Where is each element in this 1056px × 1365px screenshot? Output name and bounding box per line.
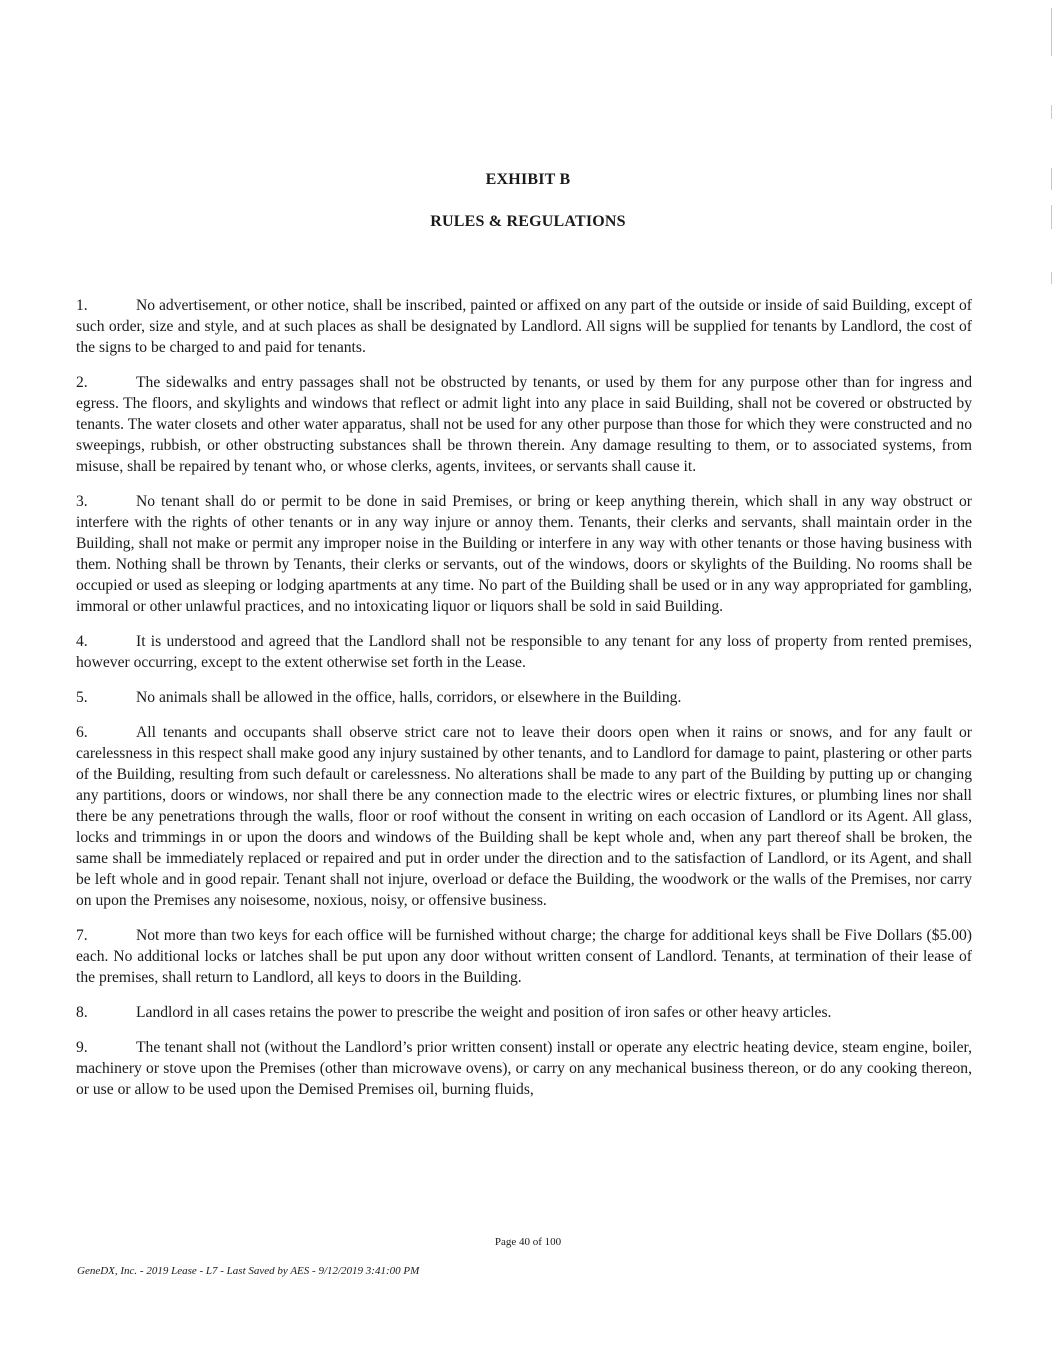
rule-text: The sidewalks and entry passages shall not be obstructed by tenants, or used by them for any purpose other than for ingress and egress. The floors, and skylights and windows that reflect or admit light into any place in said Building, shall not be covered or obstructed by tenants. The water closets and other water apparatus, shall not be used for any other purpose than those for which they were constructed and no sweepings, rubbish, or other obstructing substances shall be thrown therein. Any damage resulting to them, or to associated systems, from misuse, shall be repaired by tenant who, or whose clerks, agents, invitees, or servants shall cause it. <box>76 374 972 475</box>
rule-number: 6. <box>76 724 88 741</box>
document-footer: GeneDX, Inc. - 2019 Lease - L7 - Last Saved by AES - 9/12/2019 3:41:00 PM <box>77 1265 420 1277</box>
rule-text: Landlord in all cases retains the power to prescribe the weight and position of iron safes or other heavy articles. <box>136 1004 832 1021</box>
rule-text: All tenants and occupants shall observe strict care not to leave their doors open when it rains or snows, and for any fault or carelessness in this respect shall make good any injury sustained by other tenants, and to Landlord for damage to paint, plastering or other parts of the Building, resulting from such default or carelessness. No alterations shall be made to any part of the Building by putting up or changing any partitions, doors or windows, nor shall there be any connection made to the electric wires or electric fixtures, or plumbing lines nor shall there be any penetrations through the walls, floor or roof without the consent in writing on each occasion of Landlord or its Agent. All glass, locks and trimmings in or upon the doors and windows of the Building shall be kept whole and, when any part thereof shall be broken, the same shall be immediately replaced or repaired and put in order under the direction and to the satisfaction of Landlord, or its Agent, and shall be left whole and in good repair. Tenant shall not injure, overload or deface the Building, the woodwork or the walls of the Premises, nor carry on upon the Premises any noisesome, noxious, noisy, or offensive business. <box>76 724 972 909</box>
rule-paragraph <box>76 372 972 477</box>
rule-paragraph <box>76 1037 972 1100</box>
rule-text: It is understood and agreed that the Landlord shall not be responsible to any tenant for any loss of property from rented premises, however occurring, except to the extent otherwise set forth in the Lease. <box>76 633 972 671</box>
rule-text: Not more than two keys for each office will be furnished without charge; the charge for additional keys shall be Five Dollars ($5.00) each. No additional locks or latches shall be put upon any door without written consent of Landlord. Tenants, at termination of their lease of the premises, shall return to Landlord, all keys to doors in the Building. <box>76 927 972 986</box>
rule-number: 4. <box>76 633 88 650</box>
rule-paragraph <box>76 687 972 708</box>
rule-number: 8. <box>76 1004 88 1021</box>
scan-edge-marks <box>1046 0 1052 300</box>
rule-number: 7. <box>76 927 88 944</box>
exhibit-title: EXHIBIT B <box>485 171 571 188</box>
rule-number: 9. <box>76 1039 88 1056</box>
rule-number: 5. <box>76 689 88 706</box>
rule-text: The tenant shall not (without the Landlord’s prior written consent) install or operate any electric heating device, steam engine, boiler, machinery or stove upon the Premises (other than microwave ovens), or carry on any mechanical business thereon, or do any cooking thereon, or use or allow to be used upon the Demised Premises oil, burning fluids, <box>76 1039 972 1098</box>
page-number: Page 40 of 100 <box>494 1236 562 1248</box>
rule-number: 1. <box>76 297 88 314</box>
rule-paragraph <box>76 295 972 358</box>
rule-text: No animals shall be allowed in the office, halls, corridors, or elsewhere in the Building. <box>136 689 682 706</box>
rule-paragraph <box>76 925 972 988</box>
rule-text: No advertisement, or other notice, shall be inscribed, painted or affixed on any part of the outside or inside of said Building, except of such order, size and style, and at such places as shall be designated by Landlord. All signs will be supplied for tenants by Landlord, the cost of the signs to be charged to and paid for tenants. <box>76 297 972 356</box>
rules-body <box>76 295 972 1100</box>
rule-paragraph <box>76 491 972 617</box>
rule-number: 3. <box>76 493 88 510</box>
rule-paragraph <box>76 722 972 911</box>
rules-subtitle: RULES & REGULATIONS <box>430 213 626 230</box>
rule-number: 2. <box>76 374 88 391</box>
rule-paragraph <box>76 1002 972 1023</box>
rule-text: No tenant shall do or permit to be done in said Premises, or bring or keep anything therein, which shall in any way obstruct or interfere with the rights of other tenants or in any way injure or annoy them. Tenants, their clerks and servants, shall maintain order in the Building, shall not make or permit any improper noise in the Building or interfere in any way with other tenants or those having business with them. Nothing shall be thrown by Tenants, their clerks or servants, out of the windows, doors or skylights of the Building. No rooms shall be occupied or used as sleeping or lodging apartments at any time. No part of the Building shall be used or in any way appropriated for gambling, immoral or other unlawful practices, and no intoxicating liquor or liquors shall be sold in said Building. <box>76 493 972 615</box>
rule-paragraph <box>76 631 972 673</box>
